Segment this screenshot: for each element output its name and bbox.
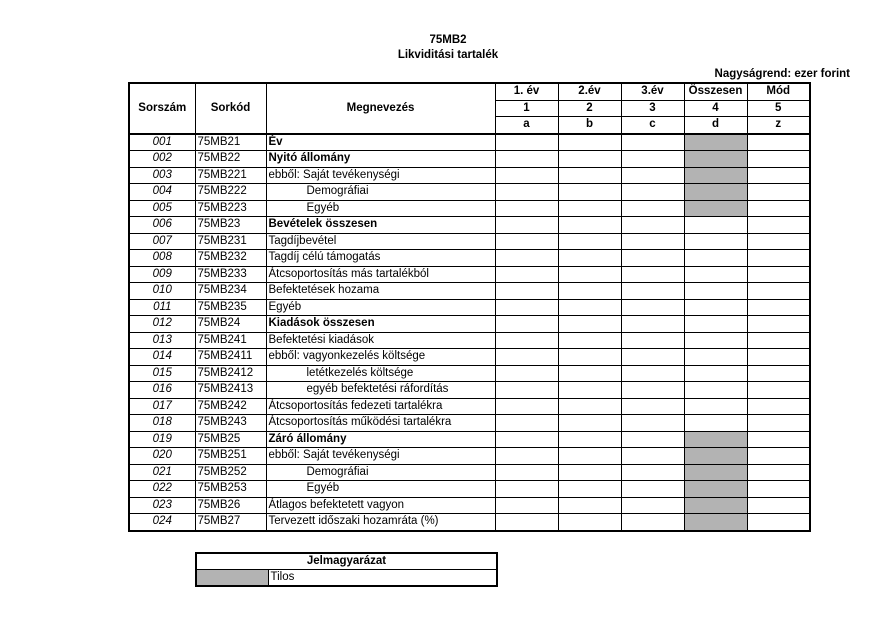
cell-year-1[interactable] [495,431,558,448]
form-title: Likviditási tartalék [397,49,499,61]
cell-mod[interactable] [747,151,810,168]
table-row [129,365,810,382]
row-name: Tagdíj célú támogatás [266,250,495,267]
table-row [129,151,810,168]
cell-year-2[interactable] [558,217,621,234]
row-number: 018 [129,415,195,432]
cell-year-3[interactable] [621,299,684,316]
row-number: 010 [129,283,195,300]
cell-mod[interactable] [747,382,810,399]
cell-year-1[interactable] [495,349,558,366]
cell-total[interactable] [684,316,747,333]
table-row [129,431,810,448]
cell-year-1[interactable] [495,382,558,399]
cell-year-3[interactable] [621,431,684,448]
cell-total[interactable] [684,217,747,234]
row-name: Demográfiai [266,184,495,201]
row-number: 001 [129,134,195,151]
cell-year-1[interactable] [495,233,558,250]
row-number: 002 [129,151,195,168]
cell-year-2[interactable] [558,332,621,349]
row-number: 014 [129,349,195,366]
cell-year-3[interactable] [621,448,684,465]
cell-year-3[interactable] [621,398,684,415]
legend-swatch [196,570,268,587]
header-year-1: 1. év [495,83,558,100]
cell-year-2[interactable] [558,200,621,217]
row-number: 005 [129,200,195,217]
row-number: 006 [129,217,195,234]
cell-year-3[interactable] [621,316,684,333]
row-code: 75MB26 [195,497,266,514]
cell-year-3[interactable] [621,332,684,349]
cell-year-3[interactable] [621,250,684,267]
row-name: Átcsoportosítás fedezeti tartalékra [266,398,495,415]
row-number: 004 [129,184,195,201]
cell-year-1[interactable] [495,497,558,514]
cell-total [684,431,747,448]
header-letter-z: z [747,117,810,134]
cell-mod[interactable] [747,448,810,465]
cell-year-3[interactable] [621,497,684,514]
row-name: Bevételek összesen [266,217,495,234]
cell-year-1[interactable] [495,299,558,316]
cell-year-2[interactable] [558,514,621,531]
row-name: Záró állomány [266,431,495,448]
table-row [129,266,810,283]
table-row [129,167,810,184]
row-number: 016 [129,382,195,399]
row-code: 75MB233 [195,266,266,283]
header-sorszam: Sorszám [129,83,195,134]
cell-year-2[interactable] [558,415,621,432]
cell-total [684,514,747,531]
table-row [129,200,810,217]
row-code: 75MB25 [195,431,266,448]
cell-year-1[interactable] [495,448,558,465]
row-name: Átcsoportosítás működési tartalékra [266,415,495,432]
cell-mod[interactable] [747,283,810,300]
cell-year-1[interactable] [495,200,558,217]
cell-year-2[interactable] [558,464,621,481]
cell-year-1[interactable] [495,151,558,168]
table-row [129,316,810,333]
cell-mod[interactable] [747,365,810,382]
row-name: Átcsoportosítás más tartalékból [266,266,495,283]
cell-mod[interactable] [747,398,810,415]
row-code: 75MB2412 [195,365,266,382]
cell-total [684,134,747,151]
cell-year-1[interactable] [495,316,558,333]
row-number: 017 [129,398,195,415]
header-letter-a: a [495,117,558,134]
table-row [129,415,810,432]
table-row [129,481,810,498]
table-row [129,398,810,415]
cell-year-1[interactable] [495,332,558,349]
table-body [129,134,810,531]
cell-total[interactable] [684,250,747,267]
cell-total[interactable] [684,365,747,382]
table-row [129,382,810,399]
cell-total[interactable] [684,332,747,349]
cell-year-2[interactable] [558,250,621,267]
table-row [129,233,810,250]
cell-year-1[interactable] [495,167,558,184]
cell-total [684,497,747,514]
cell-year-2[interactable] [558,431,621,448]
cell-year-2[interactable] [558,134,621,151]
cell-year-2[interactable] [558,497,621,514]
header-year-3: 3.év [621,83,684,100]
cell-mod[interactable] [747,217,810,234]
legend-title: Jelmagyarázat [196,553,497,570]
cell-mod[interactable] [747,134,810,151]
row-code: 75MB234 [195,283,266,300]
row-name: Év [266,134,495,151]
row-code: 75MB235 [195,299,266,316]
header-num-5: 5 [747,100,810,117]
table-row [129,184,810,201]
cell-year-2[interactable] [558,299,621,316]
row-code: 75MB253 [195,481,266,498]
cell-year-1[interactable] [495,415,558,432]
row-code: 75MB21 [195,134,266,151]
cell-mod[interactable] [747,200,810,217]
row-number: 013 [129,332,195,349]
row-name: egyéb befektetési ráfordítás [266,382,495,399]
cell-mod[interactable] [747,514,810,531]
row-name: Egyéb [266,299,495,316]
row-name: Egyéb [266,481,495,498]
row-name: Tagdíjbevétel [266,233,495,250]
row-name: ebből: vagyonkezelés költsége [266,349,495,366]
cell-year-3[interactable] [621,167,684,184]
header-num-4: 4 [684,100,747,117]
cell-year-2[interactable] [558,167,621,184]
table-row [129,514,810,531]
cell-year-2[interactable] [558,365,621,382]
cell-year-3[interactable] [621,134,684,151]
row-name: Befektetési kiadások [266,332,495,349]
cell-total [684,184,747,201]
cell-year-2[interactable] [558,349,621,366]
cell-mod[interactable] [747,316,810,333]
cell-total[interactable] [684,398,747,415]
header-total: Összesen [684,83,747,100]
header-sorkod: Sorkód [195,83,266,134]
row-name: Kiadások összesen [266,316,495,333]
cell-year-3[interactable] [621,365,684,382]
row-number: 012 [129,316,195,333]
cell-year-3[interactable] [621,233,684,250]
cell-year-1[interactable] [495,184,558,201]
legend-label: Tilos [268,570,497,587]
cell-mod[interactable] [747,349,810,366]
cell-total[interactable] [684,266,747,283]
table-row [129,250,810,267]
cell-year-2[interactable] [558,151,621,168]
row-name: Demográfiai [266,464,495,481]
row-number: 022 [129,481,195,498]
row-code: 75MB222 [195,184,266,201]
table-row [129,332,810,349]
cell-mod[interactable] [747,481,810,498]
header-num-3: 3 [621,100,684,117]
cell-mod[interactable] [747,497,810,514]
header-letter-c: c [621,117,684,134]
row-name: Egyéb [266,200,495,217]
liquidity-table [128,82,811,532]
cell-year-1[interactable] [495,481,558,498]
cell-total [684,200,747,217]
cell-year-2[interactable] [558,233,621,250]
row-number: 020 [129,448,195,465]
cell-year-2[interactable] [558,283,621,300]
cell-year-3[interactable] [621,217,684,234]
cell-year-1[interactable] [495,398,558,415]
cell-year-1[interactable] [495,365,558,382]
cell-year-2[interactable] [558,382,621,399]
header-year-2: 2.év [558,83,621,100]
row-name: Befektetések hozama [266,283,495,300]
table-row [129,448,810,465]
header-megnevezes: Megnevezés [266,83,495,134]
row-code: 75MB243 [195,415,266,432]
row-name: Átlagos befektetett vagyon [266,497,495,514]
cell-year-1[interactable] [495,250,558,267]
cell-mod[interactable] [747,266,810,283]
cell-year-3[interactable] [621,415,684,432]
cell-total [684,167,747,184]
row-code: 75MB231 [195,233,266,250]
row-number: 023 [129,497,195,514]
header-num-2: 2 [558,100,621,117]
row-number: 024 [129,514,195,531]
row-code: 75MB232 [195,250,266,267]
cell-mod[interactable] [747,332,810,349]
cell-year-2[interactable] [558,448,621,465]
row-number: 008 [129,250,195,267]
cell-total[interactable] [684,233,747,250]
row-code: 75MB221 [195,167,266,184]
cell-mod[interactable] [747,299,810,316]
row-code: 75MB24 [195,316,266,333]
row-number: 003 [129,167,195,184]
cell-year-2[interactable] [558,266,621,283]
row-code: 75MB251 [195,448,266,465]
row-code: 75MB27 [195,514,266,531]
header-mod: Mód [747,83,810,100]
legend-table [195,552,498,587]
row-code: 75MB22 [195,151,266,168]
cell-mod[interactable] [747,415,810,432]
row-name: Nyitó állomány [266,151,495,168]
cell-mod[interactable] [747,167,810,184]
cell-year-3[interactable] [621,514,684,531]
cell-year-3[interactable] [621,200,684,217]
cell-year-3[interactable] [621,464,684,481]
cell-total [684,448,747,465]
row-name: ebből: Saját tevékenységi [266,448,495,465]
row-number: 011 [129,299,195,316]
cell-year-3[interactable] [621,151,684,168]
table-row [129,497,810,514]
table-row [129,283,810,300]
cell-year-1[interactable] [495,514,558,531]
cell-year-2[interactable] [558,481,621,498]
row-code: 75MB252 [195,464,266,481]
row-code: 75MB223 [195,200,266,217]
cell-total[interactable] [684,382,747,399]
cell-mod[interactable] [747,464,810,481]
table-row [129,134,810,151]
table-row [129,217,810,234]
cell-mod[interactable] [747,233,810,250]
cell-year-3[interactable] [621,382,684,399]
cell-year-3[interactable] [621,184,684,201]
form-code: 75MB2 [429,34,467,46]
cell-mod[interactable] [747,431,810,448]
cell-total [684,481,747,498]
cell-year-1[interactable] [495,283,558,300]
cell-year-3[interactable] [621,349,684,366]
cell-year-2[interactable] [558,316,621,333]
row-code: 75MB23 [195,217,266,234]
row-code: 75MB241 [195,332,266,349]
cell-total[interactable] [684,349,747,366]
cell-year-1[interactable] [495,266,558,283]
header-letter-d: d [684,117,747,134]
cell-year-1[interactable] [495,464,558,481]
row-name: ebből: Saját tevékenységi [266,167,495,184]
cell-total [684,464,747,481]
table-row [129,464,810,481]
cell-mod[interactable] [747,250,810,267]
cell-year-1[interactable] [495,217,558,234]
row-number: 007 [129,233,195,250]
unit-label: Nagyságrend: ezer forint [714,68,850,80]
cell-total[interactable] [684,415,747,432]
header-num-1: 1 [495,100,558,117]
cell-total[interactable] [684,283,747,300]
header-letter-b: b [558,117,621,134]
cell-year-2[interactable] [558,398,621,415]
cell-year-3[interactable] [621,283,684,300]
cell-year-3[interactable] [621,481,684,498]
row-number: 019 [129,431,195,448]
cell-year-3[interactable] [621,266,684,283]
cell-total[interactable] [684,299,747,316]
table-row [129,349,810,366]
row-name: Tervezett időszaki hozamráta (%) [266,514,495,531]
row-number: 009 [129,266,195,283]
row-code: 75MB2413 [195,382,266,399]
cell-mod[interactable] [747,184,810,201]
row-number: 015 [129,365,195,382]
row-code: 75MB242 [195,398,266,415]
table-row [129,299,810,316]
row-code: 75MB2411 [195,349,266,366]
cell-year-1[interactable] [495,134,558,151]
cell-total [684,151,747,168]
cell-year-2[interactable] [558,184,621,201]
row-name: letétkezelés költsége [266,365,495,382]
row-number: 021 [129,464,195,481]
